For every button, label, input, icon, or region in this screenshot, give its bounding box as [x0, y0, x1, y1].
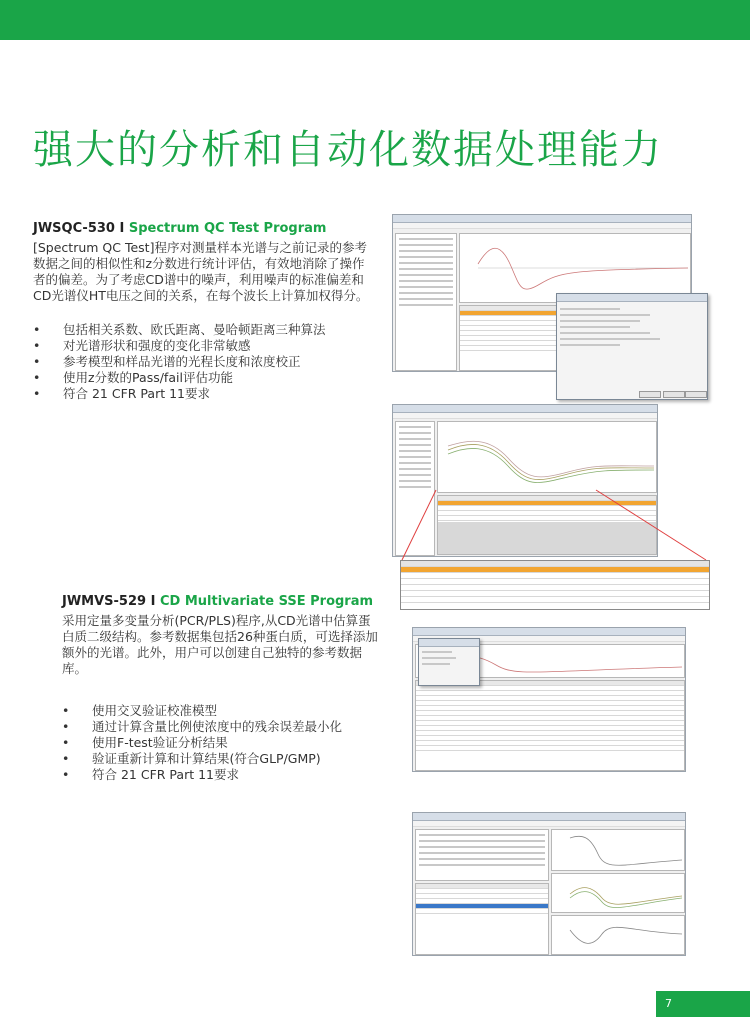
- feature-item: • 符合 21 CFR Part 11要求: [62, 767, 382, 783]
- screenshot-multivariate-analysis: [412, 812, 686, 956]
- section-description: [Spectrum QC Test]程序对测量样本光谱与之前记录的参考数据之间的相似性和z分数进行统计评估，有效地消除了操作者的偏差。为了考虑CD谱中的噪声，利用噪声的标准偏差和CD光谱仪HT电压之间的关系，在每个波长上计算加权得分。: [33, 240, 369, 303]
- feature-item: • 验证重新计算和计算结果(符合GLP/GMP): [62, 751, 382, 767]
- feature-item: • 对光谱形状和强度的变化非常敏感: [33, 338, 373, 354]
- top-color-bar: [0, 0, 750, 40]
- screenshot-parameter-dialog: [418, 638, 480, 686]
- zoom-callout-lines: [400, 488, 710, 564]
- product-code: JWSQC-530: [33, 221, 115, 236]
- section-heading: [33, 221, 373, 237]
- section-heading: [62, 594, 382, 610]
- feature-item: • 通过计算含量比例使浓度中的残余误差最小化: [62, 719, 382, 735]
- feature-item: • 使用F-test验证分析结果: [62, 735, 382, 751]
- heading-separator: I: [146, 594, 160, 609]
- page-number: 7: [656, 991, 750, 1017]
- section-description: 采用定量多变量分析(PCR/PLS)程序,从CD光谱中估算蛋白质二级结构。参考数据集包括26种蛋白质，可选择添加额外的光谱。此外，用户可以创建自己独特的参考数据库。: [62, 613, 378, 676]
- feature-item: • 使用z分数的Pass/fail评估功能: [33, 370, 373, 386]
- feature-item: • 使用交叉验证校准模型: [62, 703, 382, 719]
- fit-plot: [552, 874, 684, 912]
- multi-spectrum-plot: [438, 422, 656, 492]
- feature-item: • 包括相关系数、欧氏距离、曼哈顿距离三种算法: [33, 322, 373, 338]
- cd-spectrum-plot: [460, 234, 690, 302]
- section-cd-multivariate: [62, 594, 382, 783]
- feature-list: [33, 322, 373, 402]
- reference-plot: [552, 830, 684, 870]
- page-title: 强大的分析和自动化数据处理能力: [33, 127, 663, 173]
- section-spectrum-qc: [33, 221, 373, 402]
- screenshot-correction-dialog: [556, 293, 708, 400]
- zoomed-results-table: [400, 560, 710, 610]
- product-name: Spectrum QC Test Program: [128, 221, 327, 236]
- product-name: CD Multivariate SSE Program: [159, 594, 374, 609]
- residual-plot: [552, 916, 684, 954]
- feature-list: [62, 703, 382, 783]
- product-code: JWMVS-529: [62, 594, 147, 609]
- feature-item: • 参考模型和样品光谱的光程长度和浓度校正: [33, 354, 373, 370]
- feature-item: • 符合 21 CFR Part 11要求: [33, 386, 373, 402]
- heading-separator: I: [114, 221, 129, 236]
